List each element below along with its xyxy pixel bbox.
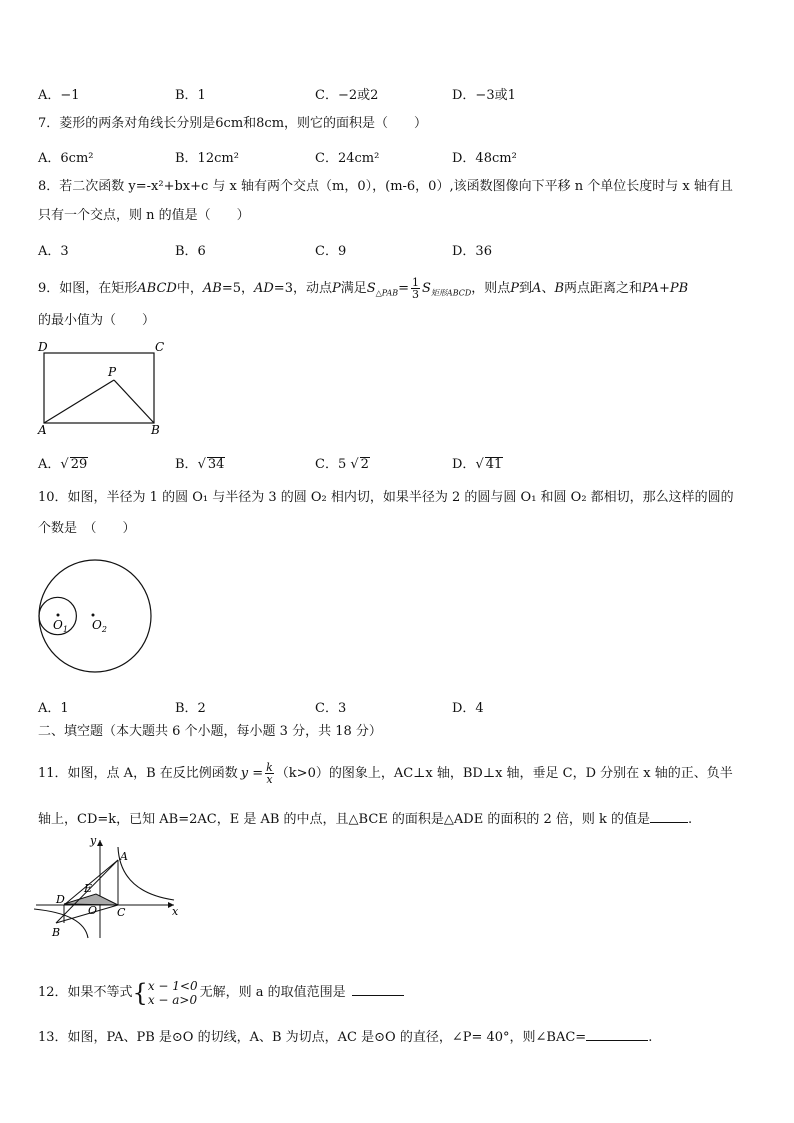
- option-c: C．3: [315, 701, 347, 716]
- q8-stem-line2: 只有一个交点，则 n 的值是（ ）: [38, 208, 250, 223]
- label-y: y: [90, 834, 97, 847]
- inequality-system: [148, 979, 198, 1007]
- label-b: B: [151, 423, 160, 436]
- q13-stem: [38, 1030, 652, 1046]
- q9-text: 、: [541, 281, 555, 296]
- q9-rectangle-figure: [34, 338, 166, 436]
- q11-frac-num: k: [266, 761, 273, 774]
- q13-text: 13．如图，PA、PB 是⊙O 的切线，A、B 为切点，AC 是⊙O 的直径，∠P= 40°，则∠BAC=: [38, 1030, 587, 1045]
- q8-options: [38, 240, 738, 259]
- label-o2-main: O: [92, 618, 102, 632]
- q12-text: 无解，则 a 的取值范围是: [199, 985, 346, 1000]
- segment-pb: [114, 380, 154, 423]
- q11-stem-line2: [38, 812, 692, 828]
- option-a: A．−1: [38, 88, 80, 103]
- q9-text: 到: [519, 281, 533, 296]
- q9-eq: =: [398, 281, 410, 296]
- label-o2: [92, 618, 107, 634]
- q9-frac-num: 1: [412, 276, 420, 289]
- y-axis-arrow: [97, 840, 103, 846]
- label-c: C: [117, 906, 126, 919]
- q10-stem-line1: 10．如图，半径为 1 的圆 O₁ 与半径为 3 的圆 O₂ 相内切，如果半径为 2 的圆与圆 O₁ 和圆 O₂ 都相切，那么这样的圆的: [38, 490, 734, 505]
- inequality-1: x − 1<0: [147, 978, 198, 993]
- q9-papb: PA+PB: [642, 281, 689, 296]
- answer-blank[interactable]: [650, 822, 688, 823]
- q9-abcd: ABCD: [137, 281, 177, 296]
- q9-text: 9．如图，在矩形: [38, 281, 138, 296]
- q9-b: B: [554, 281, 565, 296]
- q8-stem-line1: 8．若二次函数 y=-x²+bx+c 与 x 轴有两个交点（m，0），(m-6，0）,该函数图像向下平移 n 个单位长度时与 x 轴有且: [38, 179, 733, 194]
- q9-text: 两点距离之和: [564, 281, 643, 296]
- q9-a: A: [532, 281, 542, 296]
- option-radicand: 41: [485, 457, 503, 472]
- option-b: B．√ 34: [175, 457, 225, 472]
- brace-icon: {: [132, 978, 148, 1007]
- option-d: D．36: [452, 244, 492, 259]
- q11-text: 11．如图，点 A，B 在反比例函数: [38, 766, 238, 781]
- label-e: E: [84, 882, 93, 895]
- label-d: D: [38, 340, 48, 354]
- q9-p: P: [510, 281, 520, 296]
- label-a: A: [120, 850, 128, 863]
- label-o2-sub: 2: [101, 625, 107, 634]
- q10-options: [38, 697, 738, 716]
- option-radicand: 34: [207, 457, 225, 472]
- option-d: D．−3或1: [452, 88, 516, 103]
- q9-fraction: [411, 277, 420, 300]
- option-b: B．2: [175, 701, 206, 716]
- section-heading: 二、填空题（本大题共 6 个小题，每小题 3 分，共 18 分）: [38, 724, 382, 739]
- inequality-2: x − a>0: [147, 992, 198, 1007]
- option-a: A．√ 29: [38, 457, 88, 472]
- q9-text: 满足: [340, 281, 367, 296]
- q11-stem-line1: [38, 762, 733, 785]
- q11-text: 轴上，CD=k，已知 AB=2AC，E 是 AB 的中点，且△BCE 的面积是△ADE 的面积的 2 倍，则 k 的值是: [38, 812, 651, 827]
- answer-blank[interactable]: [586, 1040, 648, 1041]
- answer-blank[interactable]: [352, 995, 404, 996]
- q9-s-abcd: S: [422, 281, 431, 296]
- q11-end: .: [688, 812, 693, 827]
- q9-frac-den: 3: [412, 288, 420, 301]
- label-a: A: [38, 423, 47, 436]
- q9-stem-line2: 的最小值为（ ）: [38, 313, 156, 328]
- option-d: D．4: [452, 701, 484, 716]
- option-prefix: A．: [38, 457, 61, 472]
- q11-frac-den: x: [266, 773, 273, 786]
- label-o1-main: O: [53, 618, 63, 632]
- option-c: C．9: [315, 244, 347, 259]
- q13-end: .: [648, 1030, 653, 1045]
- circle-o2: [39, 560, 151, 672]
- option-c: C．−2或2: [315, 88, 379, 103]
- label-o1-sub: 1: [62, 625, 68, 634]
- option-b: B．12cm²: [175, 151, 239, 166]
- option-prefix: C．: [315, 457, 338, 472]
- q12-text: 12．如果不等式: [38, 985, 133, 1000]
- q9-text: ，则点: [471, 281, 511, 296]
- segment-pa: [44, 380, 114, 423]
- q11-fraction: [265, 762, 274, 785]
- q9-text: =3，动点: [273, 281, 332, 296]
- q9-sub-pab: △PAB: [375, 288, 399, 298]
- q10-stem-line2: 个数是 （ ）: [38, 521, 136, 536]
- label-o1: [53, 618, 68, 634]
- q11-text: （k>0）的图象上，AC⊥x 轴，BD⊥x 轴，垂足 C，D 分别在 x 轴的正、负半: [275, 766, 733, 781]
- label-x: x: [172, 905, 179, 918]
- q7-stem: 7．菱形的两条对角线长分别是6cm和8cm，则它的面积是（ ）: [38, 116, 428, 131]
- label-p: P: [108, 365, 117, 379]
- q9-ab: AB: [202, 281, 222, 296]
- label-d: D: [56, 893, 65, 906]
- q11-hyperbola-figure: [34, 832, 184, 940]
- label-c: C: [155, 340, 165, 354]
- option-radicand: 29: [70, 457, 88, 472]
- q9-stem-line1: [38, 277, 688, 302]
- option-c: C．5 √ 2: [315, 457, 369, 472]
- option-prefix: B．: [175, 457, 198, 472]
- q9-s-pab: S: [366, 281, 376, 296]
- option-b: B．1: [175, 88, 206, 103]
- q12-stem: [38, 978, 404, 1008]
- label-b: B: [52, 926, 61, 939]
- option-a: A．6cm²: [38, 151, 94, 166]
- option-coef: 5: [337, 457, 347, 472]
- option-d: D．48cm²: [452, 151, 517, 166]
- label-o: O: [88, 904, 98, 917]
- q10-circles-figure: [34, 555, 156, 677]
- option-d: D．√ 41: [452, 457, 503, 472]
- option-a: A．3: [38, 244, 69, 259]
- option-prefix: D．: [452, 457, 476, 472]
- center-o2: [92, 614, 95, 617]
- q9-text: 中，: [176, 281, 203, 296]
- option-c: C．24cm²: [315, 151, 380, 166]
- option-a: A．1: [38, 701, 69, 716]
- q11-y-eq: y =: [240, 766, 264, 781]
- q9-options: [38, 453, 738, 472]
- q7-options: [38, 147, 738, 166]
- q9-ad: AD: [253, 281, 274, 296]
- option-b: B．6: [175, 244, 206, 259]
- q9-p: P: [331, 281, 341, 296]
- q9-sub-abcd: 矩形ABCD: [430, 288, 472, 298]
- option-radicand: 2: [360, 457, 369, 472]
- q9-text: =5，: [221, 281, 254, 296]
- q6-options: [38, 84, 738, 103]
- hyperbola-branch-left: [34, 909, 88, 938]
- center-o1: [57, 614, 60, 617]
